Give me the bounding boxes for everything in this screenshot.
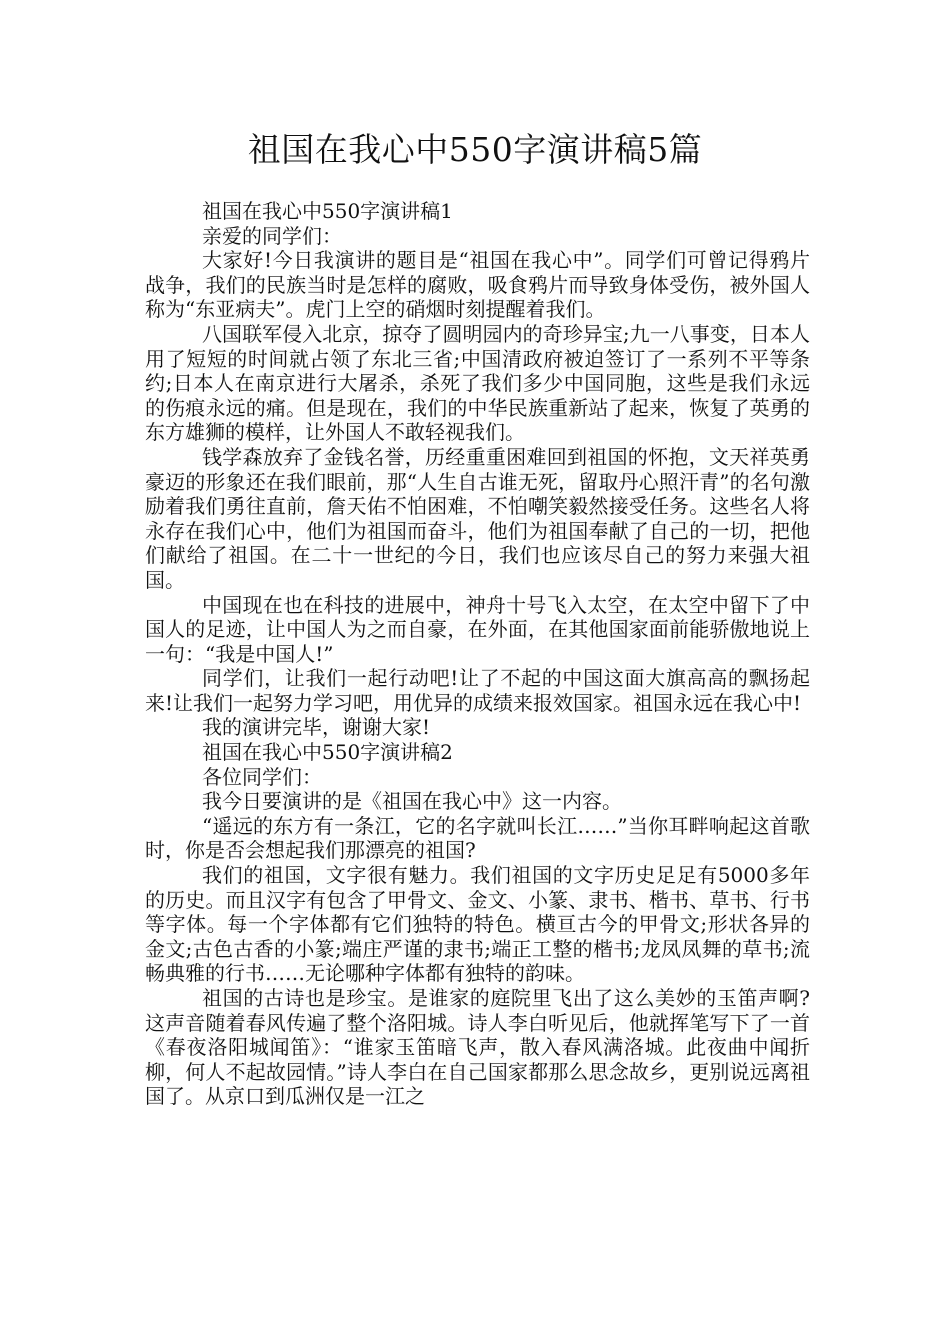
paragraph: “遥远的东方有一条江，它的名字就叫长江……”当你耳畔响起这首歌时，你是否会想起我们那漂亮的祖国? (145, 813, 810, 863)
paragraph: 祖国的古诗也是珍宝。是谁家的庭院里飞出了这么美妙的玉笛声啊?这声音随着春风传遍了整个洛阳城。诗人李白听见后，他就挥笔写下了一首《春夜洛阳城闻笛》：“谁家玉笛暗飞声，散入春风满洛城。此夜曲中闻折柳，何人不起故园情。”诗人李白在自己国家都那么思念故乡，更别说远离祖国了。从京口到瓜洲仅是一江之 (145, 986, 810, 1109)
paragraph: 同学们，让我们一起行动吧!让了不起的中国这面大旗高高的飘扬起来!让我们一起努力学习吧，用优异的成绩来报效国家。祖国永远在我心中! (145, 666, 810, 715)
paragraph: 大家好!今日我演讲的题目是“祖国在我心中”。同学们可曾记得鸦片战争，我们的民族当时是怎样的腐败，吸食鸦片而导致身体受伤，被外国人称为“东亚病夫”。虎门上空的硝烟时刻提醒着我们。 (145, 248, 810, 322)
paragraph: 中国现在也在科技的进展中，神舟十号飞入太空，在太空中留下了中国人的足迹，让中国人为之而自豪，在外面，在其他国家面前能骄傲地说上一句：“我是中国人!” (145, 592, 810, 666)
document-body (145, 199, 810, 1109)
paragraph: 八国联军侵入北京，掠夺了圆明园内的奇珍异宝;九一八事变，日本人用了短短的时间就占领了东北三省;中国清政府被迫签订了一系列不平等条约;日本人在南京进行大屠杀，杀死了我们多少中国同胞，这些是我们永远的伤痕永远的痛。但是现在，我们的中华民族重新站了起来，恢复了英勇的东方雄狮的模样，让外国人不敢轻视我们。 (145, 321, 810, 445)
paragraph: 我今日要演讲的是《祖国在我心中》这一内容。 (202, 789, 622, 814)
section-heading: 祖国在我心中550字演讲稿1 (202, 199, 453, 223)
document-title: 祖国在我心中550字演讲稿5篇 (247, 130, 703, 169)
salutation: 各位同学们： (202, 764, 322, 789)
salutation: 亲爱的同学们： (202, 223, 342, 248)
closing-line: 我的演讲完毕，谢谢大家! (202, 715, 431, 740)
section-heading: 祖国在我心中550字演讲稿2 (202, 740, 453, 765)
paragraph: 钱学森放弃了金钱名誉，历经重重困难回到祖国的怀抱，文天祥英勇豪迈的形象还在我们眼前，那“人生自古谁无死，留取丹心照汗青”的名句激励着我们勇往直前，詹天佑不怕困难，不怕嘲笑毅然接受任务。这些名人将永存在我们心中，他们为祖国而奋斗，他们为祖国奉献了自己的一切，把他们献给了祖国。在二十一世纪的今日，我们也应该尽自己的努力来强大祖国。 (145, 444, 810, 592)
paragraph: 我们的祖国，文字很有魅力。我们祖国的文字历史足足有5000多年的历史。而且汉字有包含了甲骨文、金文、小篆、隶书、楷书、草书、行书等字体。每一个字体都有它们独特的特色。横亘古今的甲骨文;形状各异的金文;古色古香的小篆;端庄严谨的隶书;端正工整的楷书;龙凤凤舞的草书;流畅典雅的行书……无论哪种字体都有独特的韵味。 (145, 863, 810, 986)
